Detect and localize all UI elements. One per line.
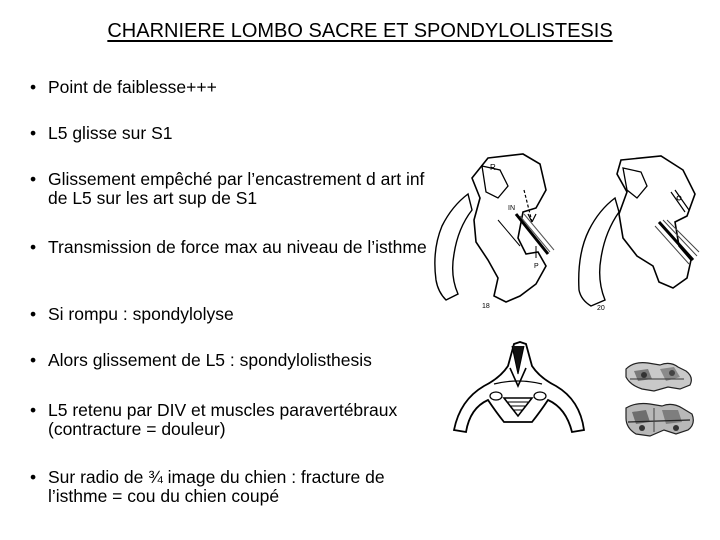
figure-label: R — [490, 163, 496, 172]
bullet-text: Si rompu : spondylolyse — [48, 304, 234, 324]
bullet-dot: • — [30, 467, 37, 487]
figure-label: 18 — [482, 303, 490, 310]
vertebra-photo-top — [624, 355, 696, 400]
bullet-dot: • — [30, 237, 37, 257]
bullet-text: L5 retenu par DIV et muscles paravertébraux (contracture = douleur) — [48, 400, 398, 439]
bullet-text: L5 glisse sur S1 — [48, 123, 173, 143]
figure-label: P — [534, 263, 539, 270]
bullet-text: Transmission de force max au niveau de l’isthme — [48, 237, 427, 257]
lumbosacral-figure-18 — [428, 150, 578, 315]
bullet-text: Point de faiblesse+++ — [48, 77, 217, 97]
vertebra-photo-bottom — [624, 400, 696, 445]
bullet-text: Glissement empêché par l’encastrement d art inf de L5 sur les art sup de S1 — [48, 169, 425, 208]
lumbosacral-figure-20 — [575, 150, 720, 315]
bullet-dot: • — [30, 400, 37, 420]
axial-vertebra-figure — [448, 338, 588, 438]
bullet-text: Alors glissement de L5 : spondylolisthesis — [48, 350, 372, 370]
bullet-dot: • — [30, 77, 37, 97]
bullet-dot: • — [30, 123, 37, 143]
bullet-dot: • — [30, 350, 37, 370]
figure-label: 20 — [597, 305, 605, 312]
bullet-dot: • — [30, 304, 37, 324]
bullet-dot: • — [30, 169, 37, 189]
bullet-text: Sur radio de ¾ image du chien : fracture de l’isthme = cou du chien coupé — [48, 467, 385, 506]
figure-label: IN — [508, 205, 515, 212]
slide-title: CHARNIERE LOMBO SACRE ET SPONDYLOLISTESIS — [107, 20, 613, 42]
